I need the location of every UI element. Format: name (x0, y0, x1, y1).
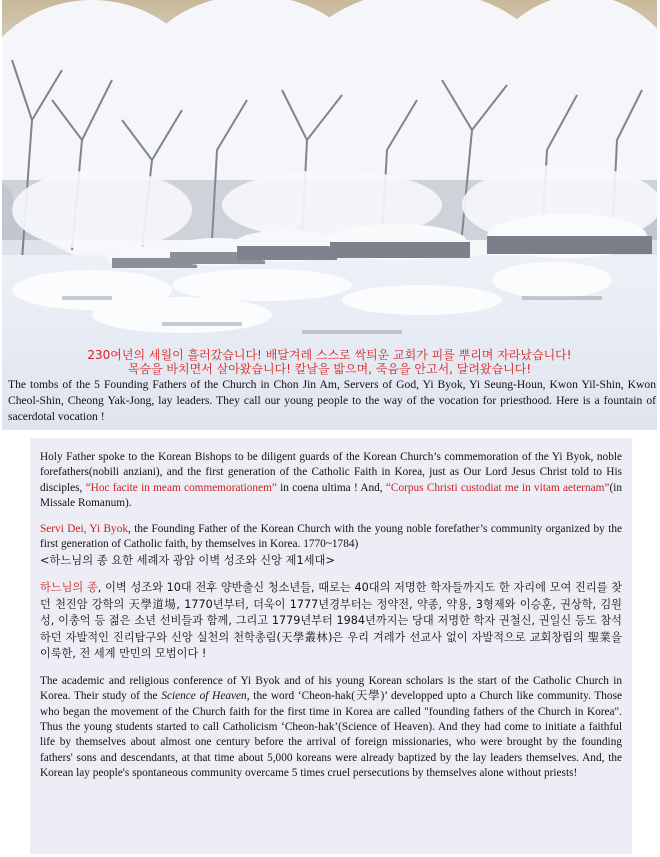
snowy-tombs-photo (2, 0, 657, 430)
latin-quote-commemoration: “Hoc facite in meam commemorationem” (85, 481, 277, 494)
korean-headline-line-1: 230여년의 세월이 흘러갔습니다! 배달겨레 스스로 싹틔운 교회가 피를 뿌리며 자라났습니다! (87, 348, 572, 362)
paragraph-servi-dei (40, 522, 622, 569)
paragraph-holy-father (40, 450, 622, 511)
servi-dei-lead: Servi Dei, Yi Byok (40, 523, 129, 536)
paragraph-korean-history (40, 580, 622, 663)
paragraph-4-text-a: The academic and religious conference of Yi Byok and of his young Korean scholars is the start of the Catholic Church in Korea. Their study of the (40, 675, 622, 703)
photo-caption: The tombs of the 5 Founding Fathers of the Church in Chon Jin Am, Servers of God, Yi Byok, Yi Seung-Houn, Kwon Yil-Shin, Kwon Cheol-Shin, Cheong Yak-Jong, lay leaders. They call our young people to the way of the vocation for priesthood. Here is a fountain of sacerdotal vocation ! (8, 378, 656, 423)
paragraph-1-text-b: in coena ultima ! And, (276, 481, 386, 494)
paragraph-2-text: , the Founding Father of the Korean Church with the young noble forefather’s community organized by the first generation of Catholic faith, by themselves in Korea. 1770~1784) (40, 523, 622, 551)
korean-headline-line-2: 목숨을 바치면서 살아왔습니다! 칼날을 밟으며, 죽음을 안고서, 달려왔습니다! (127, 362, 532, 376)
text-panel (30, 438, 632, 854)
paragraph-3-text: , 이벽 성조와 10대 전후 양반출신 청소년들, 때로는 40대의 저명한 학자들까지도 한 자리에 모여 진리를 찾던 천진암 강학의 天學道場, 1770년부터, 더욱이 1777년경부터는 정약전, 약종, 약용, 3형제와 이승훈, 권상학, 김원성, 이총억 등 젊은 소년 선비들과 함께, 그리고 1779년부터 1984년까지는 당대 저명한 학자 권철신, 권일신 등도 참석하던 자발적인 진리탐구와 신앙 실천의 천학총림(天學叢林)은 우리 겨레가 선교사 없이 자발적으로 교회창립의 聖業을 이룩한, 전 세계 만민의 모범이다 ! (40, 581, 622, 661)
korean-red-lead: 하느님의 종 (40, 581, 98, 595)
paragraph-1-text-c: (in Missale Romanum). (40, 481, 622, 509)
latin-quote-corpus-christi: “Corpus Christi custodiat me in vitam aeternam” (385, 481, 610, 494)
paragraph-1-text-a: Holy Father spoke to the Korean Bishops to be diligent guards of the Korean Church’s commemoration of the Yi Byok, noble forefathers(nobili anziani), and the first generation of the Catholic Faith in Korea, just as Our Lord Jesus Christ told to His disciples, (40, 451, 622, 494)
paragraph-academic-conference (40, 674, 622, 781)
korean-subtitle: <하느님의 종 요한 세례자 광암 이벽 성조와 신앙 제1세대> (40, 553, 335, 567)
paragraph-4-text-b: , the word ‘Cheon-hak(天學)’ developped upto a Church like community. Those who began the movement of the Church faith for the first time in Korea are called "founding fathers of the Church in Korea". Thus the young students started to call Catholicism ‘Cheon-hak’(Science of Heaven). And they had come to initiate a faithful life by themselves about almost one century before the arrival of foreign missionaries, who were brought by the founding fathers' sons and descendants, at that time about 5,000 koreans were already baptized by the lay leaders themselves. And, the Korean lay people's spontaneous community overcame 5 times cruel persecutions by themselves alone without priests! (40, 690, 622, 779)
science-of-heaven-italic: Science of Heaven (161, 690, 247, 703)
